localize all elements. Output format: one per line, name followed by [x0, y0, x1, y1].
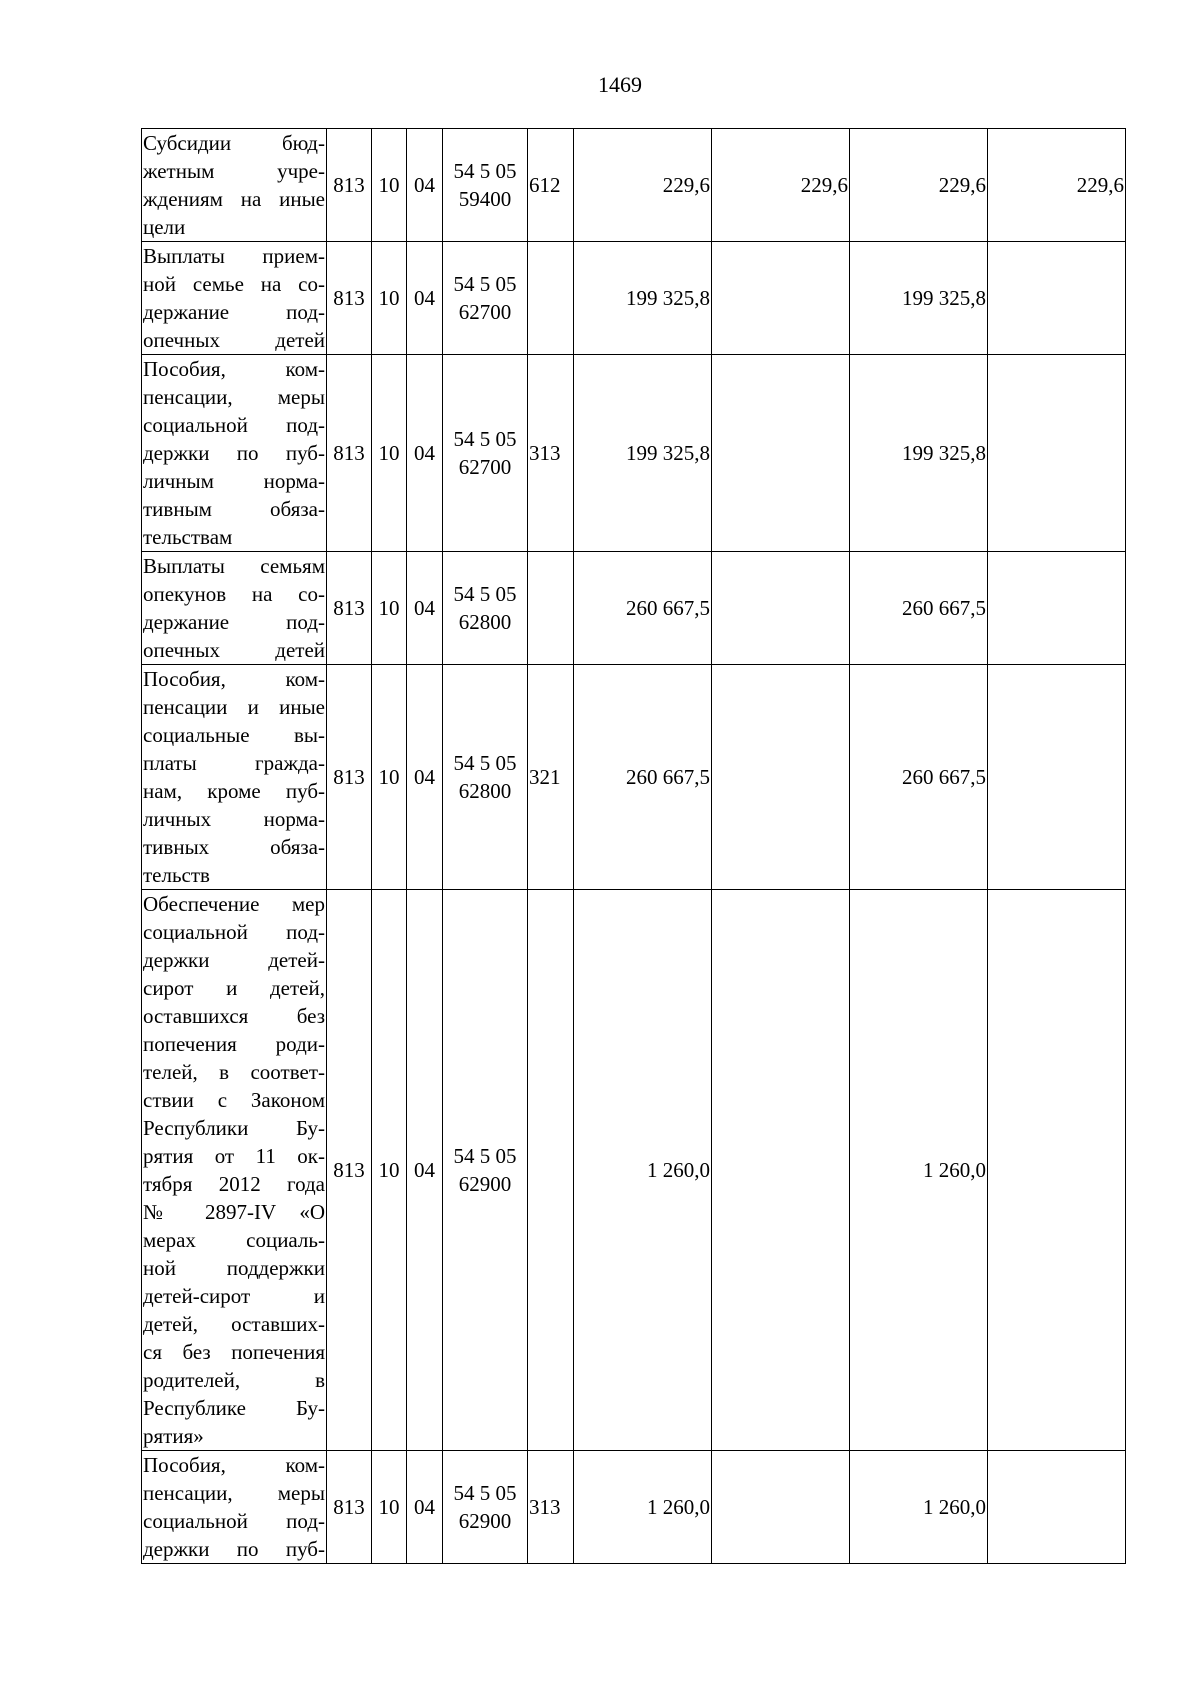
amount-local: [988, 242, 1126, 355]
description-line: Пособия, ком-: [143, 357, 325, 381]
description-line: Обеспечение мер: [143, 892, 325, 916]
amount-total: 229,6: [574, 129, 712, 242]
table-row: [142, 552, 1126, 665]
table-row: [142, 665, 1126, 890]
subsection-code: 04: [407, 552, 443, 665]
description-line: социальной под-: [143, 413, 325, 437]
description-line: детей, оставших-: [143, 1312, 325, 1336]
amount-total: 1 260,0: [574, 1451, 712, 1564]
section-code: 10: [372, 1451, 407, 1564]
target-article-code: [443, 890, 528, 1451]
amount-republic: 199 325,8: [850, 355, 988, 552]
section-code: 10: [372, 552, 407, 665]
description-line: держание под-: [143, 610, 325, 634]
description-line: социальные вы-: [143, 723, 325, 747]
page-number: 1469: [598, 72, 642, 97]
row-description: [142, 890, 327, 1451]
amount-local: [988, 890, 1126, 1451]
amount-local: 229,6: [988, 129, 1126, 242]
row-description: [142, 665, 327, 890]
grbs-code: 813: [327, 129, 372, 242]
amount-local: [988, 355, 1126, 552]
grbs-code: 813: [327, 355, 372, 552]
target-article-part: 62700: [458, 455, 512, 479]
description-line: пенсации, меры: [143, 1481, 325, 1505]
description-line: нам, кроме пуб-: [143, 779, 325, 803]
description-line: пенсации, меры: [143, 385, 325, 409]
description-line: опекунов на со-: [143, 582, 325, 606]
amount-federal: [712, 242, 850, 355]
description-line: ной поддержки: [143, 1256, 325, 1280]
expense-type-code: 612: [528, 129, 574, 242]
description-line: сирот и детей,: [143, 976, 325, 1000]
amount-total: 1 260,0: [574, 890, 712, 1451]
description-line: держки детей-: [143, 948, 325, 972]
budget-table: [141, 128, 1126, 1564]
description-line: рятия от 11 ок-: [143, 1144, 325, 1168]
amount-republic: 1 260,0: [850, 1451, 988, 1564]
description-line: тельствам: [143, 525, 233, 549]
expense-type-code: 313: [528, 1451, 574, 1564]
target-article-part: 54 5 05: [453, 1481, 517, 1505]
target-article-part: 59400: [458, 187, 512, 211]
table-row: [142, 129, 1126, 242]
description-line: попечения роди-: [143, 1032, 325, 1056]
amount-local: [988, 1451, 1126, 1564]
description-line: личным норма-: [143, 469, 325, 493]
target-article-part: 54 5 05: [453, 427, 517, 451]
target-article-part: 62900: [458, 1509, 512, 1533]
target-article-code: [443, 552, 528, 665]
table-row: [142, 890, 1126, 1451]
target-article-code: [443, 242, 528, 355]
subsection-code: 04: [407, 890, 443, 1451]
grbs-code: 813: [327, 665, 372, 890]
description-line: личных норма-: [143, 807, 325, 831]
amount-republic: 199 325,8: [850, 242, 988, 355]
row-description: [142, 1451, 327, 1564]
description-line: ствии с Законом: [143, 1088, 325, 1112]
amount-republic: 229,6: [850, 129, 988, 242]
description-line: опечных детей: [143, 328, 325, 352]
description-line: социальной под-: [143, 920, 325, 944]
target-article-part: 54 5 05: [453, 272, 517, 296]
section-code: 10: [372, 890, 407, 1451]
grbs-code: 813: [327, 552, 372, 665]
row-description: [142, 552, 327, 665]
grbs-code: 813: [327, 242, 372, 355]
description-line: пенсации и иные: [143, 695, 325, 719]
target-article-part: 62800: [458, 610, 512, 634]
section-code: 10: [372, 665, 407, 890]
amount-total: 199 325,8: [574, 242, 712, 355]
amount-federal: [712, 665, 850, 890]
amount-republic: 260 667,5: [850, 552, 988, 665]
description-line: тельств: [143, 863, 210, 887]
target-article-part: 62700: [458, 300, 512, 324]
description-line: оставшихся без: [143, 1004, 325, 1028]
grbs-code: 813: [327, 890, 372, 1451]
target-article-code: [443, 1451, 528, 1564]
description-line: держки по пуб-: [143, 441, 325, 465]
amount-republic: 1 260,0: [850, 890, 988, 1451]
expense-type-code: [528, 890, 574, 1451]
target-article-part: 54 5 05: [453, 751, 517, 775]
description-line: ся без попечения: [143, 1340, 325, 1364]
description-line: платы гражда-: [143, 751, 325, 775]
description-line: № 2897-IV «О: [143, 1200, 325, 1224]
amount-federal: [712, 552, 850, 665]
amount-total: 260 667,5: [574, 552, 712, 665]
target-article-part: 54 5 05: [453, 159, 517, 183]
row-description: [142, 242, 327, 355]
expense-type-code: 321: [528, 665, 574, 890]
description-line: Республики Бу-: [143, 1116, 325, 1140]
amount-federal: [712, 890, 850, 1451]
description-line: социальной под-: [143, 1509, 325, 1533]
grbs-code: 813: [327, 1451, 372, 1564]
description-line: родителей, в: [143, 1368, 325, 1392]
description-line: телей, в соответ-: [143, 1060, 325, 1084]
description-line: Выплаты прием-: [143, 244, 325, 268]
subsection-code: 04: [407, 129, 443, 242]
target-article-code: [443, 355, 528, 552]
table-row: [142, 355, 1126, 552]
description-line: тивных обяза-: [143, 835, 325, 859]
section-code: 10: [372, 242, 407, 355]
target-article-part: 62900: [458, 1172, 512, 1196]
expense-type-code: [528, 242, 574, 355]
amount-local: [988, 665, 1126, 890]
amount-federal: [712, 1451, 850, 1564]
description-line: ной семье на со-: [143, 272, 325, 296]
amount-local: [988, 552, 1126, 665]
target-article-part: 62800: [458, 779, 512, 803]
description-line: опечных детей: [143, 638, 325, 662]
description-line: цели: [143, 215, 186, 239]
section-code: 10: [372, 355, 407, 552]
description-line: детей-сирот и: [143, 1284, 325, 1308]
row-description: [142, 129, 327, 242]
target-article-part: 54 5 05: [453, 582, 517, 606]
table-row: [142, 242, 1126, 355]
amount-federal: [712, 355, 850, 552]
description-line: Пособия, ком-: [143, 1453, 325, 1477]
amount-federal: 229,6: [712, 129, 850, 242]
subsection-code: 04: [407, 1451, 443, 1564]
row-description: [142, 355, 327, 552]
description-line: Субсидии бюд-: [143, 131, 325, 155]
description-line: держки по пуб-: [143, 1537, 325, 1561]
description-line: мерах социаль-: [143, 1228, 325, 1252]
subsection-code: 04: [407, 355, 443, 552]
amount-total: 199 325,8: [574, 355, 712, 552]
target-article-part: 54 5 05: [453, 1144, 517, 1168]
description-line: Пособия, ком-: [143, 667, 325, 691]
target-article-code: [443, 129, 528, 242]
amount-republic: 260 667,5: [850, 665, 988, 890]
description-line: Республике Бу-: [143, 1396, 325, 1420]
description-line: Выплаты семьям: [143, 554, 325, 578]
expense-type-code: [528, 552, 574, 665]
subsection-code: 04: [407, 242, 443, 355]
subsection-code: 04: [407, 665, 443, 890]
expense-type-code: 313: [528, 355, 574, 552]
section-code: 10: [372, 129, 407, 242]
description-line: тября 2012 года: [143, 1172, 325, 1196]
description-line: держание под-: [143, 300, 325, 324]
amount-total: 260 667,5: [574, 665, 712, 890]
description-line: рятия»: [143, 1424, 204, 1448]
target-article-code: [443, 665, 528, 890]
table-row: [142, 1451, 1126, 1564]
description-line: ждениям на иные: [143, 187, 325, 211]
description-line: жетным учре-: [143, 159, 325, 183]
description-line: тивным обяза-: [143, 497, 325, 521]
